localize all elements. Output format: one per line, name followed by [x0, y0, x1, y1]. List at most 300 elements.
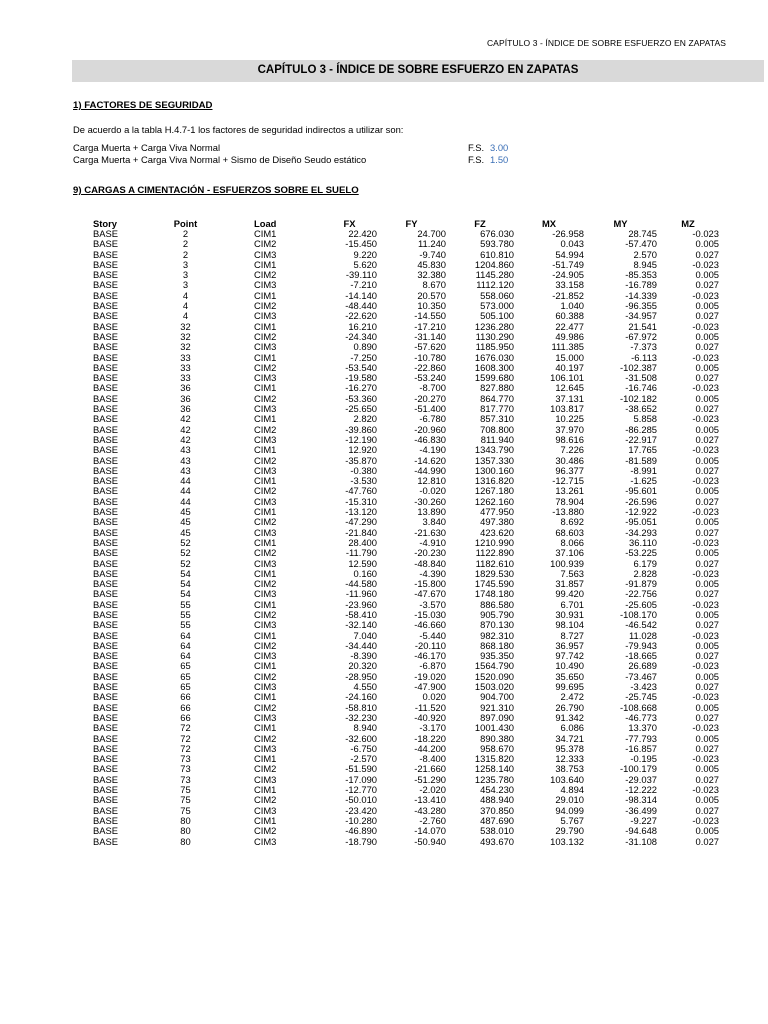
safety-factor-label: Carga Muerta + Carga Viva Normal — [73, 142, 221, 153]
cell-mz: 0.005 — [695, 392, 719, 404]
cell-story: BASE — [93, 629, 119, 641]
cell-fz: 493.670 — [480, 835, 514, 847]
cell-my: -85.353 — [625, 269, 657, 281]
table-row — [73, 579, 719, 589]
cell-load: CIM2 — [254, 330, 277, 342]
table-row — [73, 270, 719, 280]
cell-fy: -5.440 — [419, 629, 446, 641]
cell-mz: 0.005 — [695, 330, 719, 342]
cell-load: CIM1 — [254, 382, 277, 394]
table-row — [73, 322, 719, 332]
cell-story: BASE — [93, 392, 119, 404]
cell-story: BASE — [93, 825, 119, 837]
cell-point: 52 — [180, 547, 191, 559]
cell-my: -25.605 — [625, 598, 657, 610]
cell-fz: 1145.280 — [475, 269, 514, 281]
column-header-story: Story — [93, 218, 117, 229]
cell-mz: 0.027 — [695, 433, 719, 445]
cell-point: 42 — [180, 423, 191, 435]
cell-fx: 0.890 — [353, 341, 377, 353]
table-row — [73, 404, 719, 414]
cell-mx: 13.261 — [555, 485, 584, 497]
cell-my: -102.387 — [619, 361, 657, 373]
cell-story: BASE — [93, 732, 119, 744]
cell-fz: 1503.020 — [474, 681, 514, 693]
cell-point: 64 — [180, 639, 191, 651]
cell-fz: 1185.950 — [475, 341, 514, 353]
cell-fy: -20.960 — [414, 423, 446, 435]
table-row — [73, 239, 719, 249]
cell-mx: 54.994 — [555, 248, 584, 260]
cell-fz: 817.770 — [480, 403, 514, 415]
cell-my: -31.108 — [625, 835, 657, 847]
cell-story: BASE — [93, 608, 119, 620]
cell-point: 80 — [180, 814, 191, 826]
cell-fz: 573.000 — [480, 300, 514, 312]
cell-my: -36.499 — [625, 804, 657, 816]
cell-fx: -47.290 — [345, 516, 377, 528]
cell-my: -6.113 — [631, 351, 657, 363]
cell-mx: 100.939 — [550, 557, 584, 569]
cell-point: 73 — [180, 753, 191, 765]
cell-point: 65 — [180, 660, 191, 672]
cell-my: -53.225 — [625, 547, 657, 559]
cell-story: BASE — [93, 660, 119, 672]
cell-fz: 1112.120 — [476, 279, 514, 291]
cell-fz: 1182.610 — [475, 557, 514, 569]
cell-my: -1.625 — [630, 475, 657, 487]
cell-fz: 505.100 — [480, 310, 514, 322]
cell-story: BASE — [93, 238, 119, 250]
column-header-fx: FX — [343, 218, 356, 229]
cell-story: BASE — [93, 413, 119, 425]
cell-fx: 2.820 — [353, 413, 377, 425]
cell-load: CIM2 — [254, 825, 277, 837]
table-row — [73, 785, 719, 795]
cell-my: -16.789 — [625, 279, 657, 291]
cell-story: BASE — [93, 567, 119, 579]
cell-point: 36 — [180, 392, 191, 404]
cell-my: -34.293 — [625, 526, 657, 538]
cell-load: CIM1 — [254, 258, 277, 270]
cell-mx: 10.225 — [555, 413, 584, 425]
cell-load: CIM1 — [254, 536, 277, 548]
cell-my: -100.179 — [619, 763, 657, 775]
cell-load: CIM1 — [254, 228, 277, 239]
cell-fx: -21.840 — [345, 526, 377, 538]
cell-mz: -0.023 — [692, 413, 719, 425]
cell-point: 65 — [180, 670, 191, 682]
cell-fy: 10.350 — [417, 300, 446, 312]
cell-mx: 94.099 — [555, 804, 584, 816]
cell-fz: 708.800 — [480, 423, 514, 435]
cell-fz: 886.580 — [480, 598, 514, 610]
cell-fz: 935.350 — [480, 650, 514, 662]
safety-factors-intro: De acuerdo a la tabla H.4.7-1 los factores de seguridad indirectos a utilizar son: — [73, 124, 404, 135]
cell-mx: 30.486 — [555, 454, 584, 466]
cell-mz: 0.027 — [695, 835, 719, 847]
cell-mx: 8.692 — [560, 516, 584, 528]
cell-load: CIM3 — [254, 464, 277, 476]
table-row — [73, 363, 719, 373]
cell-mx: -21.852 — [552, 289, 584, 301]
cell-point: 72 — [180, 722, 191, 734]
cell-mx: 68.603 — [555, 526, 584, 538]
table-row — [73, 775, 719, 785]
table-row — [73, 744, 719, 754]
table-row — [73, 631, 719, 641]
cell-mx: -24.905 — [552, 269, 584, 281]
cell-mz: -0.023 — [692, 567, 719, 579]
cell-load: CIM1 — [254, 289, 277, 301]
cell-story: BASE — [93, 403, 119, 415]
cell-story: BASE — [93, 310, 119, 322]
cell-my: -102.182 — [619, 392, 657, 404]
cell-story: BASE — [93, 753, 119, 765]
cell-load: CIM1 — [254, 475, 277, 487]
cell-story: BASE — [93, 289, 119, 301]
cell-mz: 0.027 — [695, 804, 719, 816]
cell-story: BASE — [93, 814, 119, 826]
cell-load: CIM1 — [254, 691, 277, 703]
column-header-mx: MX — [541, 218, 557, 229]
cell-point: 2 — [182, 238, 189, 250]
cell-fy: -46.830 — [414, 433, 446, 445]
cell-fy: 0.020 — [422, 691, 446, 703]
cell-fx: -51.590 — [345, 763, 377, 775]
cell-fz: 1235.780 — [474, 773, 514, 785]
cell-fz: 423.620 — [480, 526, 514, 538]
table-row — [73, 548, 719, 558]
cell-mx: 4.894 — [560, 784, 584, 796]
cell-fy: -47.900 — [414, 681, 446, 693]
cell-story: BASE — [93, 835, 119, 847]
cell-mz: 0.005 — [695, 269, 719, 281]
cell-point: 52 — [180, 557, 191, 569]
cell-point: 4 — [182, 289, 189, 301]
cell-fz: 1210.990 — [474, 536, 514, 548]
cell-fy: -15.030 — [414, 608, 446, 620]
cell-mz: -0.023 — [692, 475, 719, 487]
cell-fy: -30.260 — [414, 495, 446, 507]
cell-fy: 24.700 — [417, 228, 446, 239]
cell-mz: -0.023 — [692, 722, 719, 734]
cell-load: CIM2 — [254, 269, 277, 281]
column-header-point: Point — [173, 218, 198, 229]
cell-point: 32 — [180, 341, 191, 353]
cell-point: 64 — [180, 650, 191, 662]
cell-mz: -0.023 — [692, 351, 719, 363]
cell-my: -86.285 — [625, 423, 657, 435]
cell-load: CIM1 — [254, 598, 277, 610]
cell-fz: 1357.330 — [474, 454, 514, 466]
cell-fx: -23.960 — [345, 598, 377, 610]
cell-fx: -16.270 — [345, 382, 377, 394]
cell-point: 72 — [180, 742, 191, 754]
cell-point: 3 — [182, 269, 189, 281]
cell-load: CIM1 — [254, 814, 277, 826]
table-row — [73, 229, 719, 239]
cell-point: 80 — [180, 835, 191, 847]
table-row — [73, 703, 719, 713]
cell-mx: 29.010 — [555, 794, 584, 806]
cell-mz: -0.023 — [692, 506, 719, 518]
cell-story: BASE — [93, 619, 119, 631]
cell-my: -38.652 — [625, 403, 657, 415]
cell-fx: 22.420 — [348, 228, 377, 239]
cell-fx: 28.400 — [348, 536, 377, 548]
cell-point: 45 — [180, 506, 191, 518]
table-row — [73, 301, 719, 311]
cell-point: 66 — [180, 691, 191, 703]
cell-mz: 0.027 — [695, 341, 719, 353]
cell-fz: 1122.890 — [475, 547, 514, 559]
cell-fz: 477.950 — [480, 506, 514, 518]
cell-my: -46.542 — [625, 619, 657, 631]
cell-point: 44 — [180, 475, 191, 487]
cell-fz: 1236.280 — [474, 320, 514, 332]
column-header-load: Load — [254, 218, 277, 229]
cell-mz: 0.027 — [695, 681, 719, 693]
cell-fz: 676.030 — [480, 228, 514, 239]
cell-mz: -0.023 — [692, 258, 719, 270]
cell-my: 2.828 — [633, 567, 657, 579]
safety-factor-value: 3.00 — [490, 142, 509, 153]
cell-point: 42 — [180, 413, 191, 425]
cell-mz: -0.023 — [692, 660, 719, 672]
table-header-row — [73, 218, 719, 229]
cell-fz: 487.690 — [480, 814, 514, 826]
column-header-mz: MZ — [681, 218, 695, 229]
cell-fy: -14.550 — [414, 310, 446, 322]
cell-my: -16.746 — [625, 382, 657, 394]
cell-fz: 864.770 — [480, 392, 514, 404]
cell-fy: 20.570 — [417, 289, 446, 301]
cell-mx: 38.753 — [555, 763, 584, 775]
cell-story: BASE — [93, 372, 119, 384]
cell-fy: -8.400 — [419, 753, 446, 765]
cell-mx: -51.749 — [552, 258, 584, 270]
table-row — [73, 311, 719, 321]
cell-fy: -31.140 — [414, 330, 446, 342]
cell-fx: 16.210 — [348, 320, 377, 332]
cell-point: 43 — [180, 454, 191, 466]
cell-fy: -50.940 — [414, 835, 446, 847]
cell-point: 33 — [180, 372, 191, 384]
cell-story: BASE — [93, 691, 119, 703]
safety-factor-label: Carga Muerta + Carga Viva Normal + Sismo de Diseño Seudo estático — [73, 154, 367, 165]
cell-mz: 0.027 — [695, 372, 719, 384]
cell-my: 36.110 — [629, 536, 657, 548]
cell-story: BASE — [93, 228, 119, 239]
cell-mz: 0.005 — [695, 763, 719, 775]
cell-fz: 1204.860 — [474, 258, 514, 270]
cell-point: 44 — [180, 485, 191, 497]
cell-fx: -19.580 — [345, 372, 377, 384]
table-row — [73, 682, 719, 692]
cell-mx: 98.104 — [555, 619, 584, 631]
table-row — [73, 425, 719, 435]
cell-my: -73.467 — [625, 670, 657, 682]
cell-story: BASE — [93, 516, 119, 528]
cell-fy: 3.840 — [422, 516, 446, 528]
cell-point: 4 — [182, 310, 189, 322]
cell-my: 11.028 — [629, 629, 657, 641]
cell-load: CIM3 — [254, 341, 277, 353]
table-row — [73, 528, 719, 538]
cell-fy: -10.780 — [414, 351, 446, 363]
table-row — [73, 806, 719, 816]
table-row — [73, 538, 719, 548]
cell-fy: -46.660 — [414, 619, 446, 631]
cell-fx: 12.590 — [348, 557, 377, 569]
cell-fy: -9.740 — [419, 248, 446, 260]
cell-load: CIM3 — [254, 711, 277, 723]
cell-fx: 8.940 — [353, 722, 377, 734]
table-row — [73, 723, 719, 733]
cell-mz: 0.005 — [695, 794, 719, 806]
cell-story: BASE — [93, 804, 119, 816]
cell-fx: 20.320 — [348, 660, 377, 672]
cell-story: BASE — [93, 711, 119, 723]
cell-load: CIM2 — [254, 485, 277, 497]
cell-mz: 0.027 — [695, 588, 719, 600]
cell-mx: 1.040 — [560, 300, 584, 312]
cell-load: CIM3 — [254, 588, 277, 600]
cell-mz: 0.005 — [695, 825, 719, 837]
cell-fy: -14.070 — [414, 825, 446, 837]
cell-my: -22.917 — [625, 433, 657, 445]
cell-fy: -44.990 — [414, 464, 446, 476]
table-row — [73, 394, 719, 404]
cell-fx: -32.140 — [345, 619, 377, 631]
cell-fy: -44.200 — [414, 742, 446, 754]
cell-load: CIM3 — [254, 804, 277, 816]
cell-load: CIM2 — [254, 238, 277, 250]
cell-mz: 0.005 — [695, 361, 719, 373]
cell-fy: -14.620 — [414, 454, 446, 466]
cell-point: 54 — [180, 578, 191, 590]
cell-mz: -0.023 — [692, 382, 719, 394]
cell-point: 55 — [180, 619, 191, 631]
cell-fz: 897.090 — [480, 711, 514, 723]
cell-fx: -47.760 — [345, 485, 377, 497]
safety-factor-prefix: F.S. — [468, 154, 485, 165]
cell-story: BASE — [93, 423, 119, 435]
cell-fz: 1001.430 — [474, 722, 514, 734]
cell-mz: -0.023 — [692, 536, 719, 548]
cell-fx: -2.570 — [350, 753, 377, 765]
cell-load: CIM3 — [254, 835, 277, 847]
cell-fz: 811.940 — [480, 433, 514, 445]
cell-fy: -20.110 — [414, 639, 446, 651]
cell-fx: -12.190 — [345, 433, 377, 445]
cell-fy: -20.270 — [414, 392, 446, 404]
cell-mz: 0.005 — [695, 516, 719, 528]
cell-load: CIM3 — [254, 433, 277, 445]
cell-load: CIM2 — [254, 701, 277, 713]
column-header-fz: FZ — [474, 218, 486, 229]
cell-fx: -48.440 — [345, 300, 377, 312]
cell-fy: -3.170 — [419, 722, 446, 734]
table-row — [73, 837, 719, 847]
cell-load: CIM2 — [254, 547, 277, 559]
cell-point: 32 — [180, 330, 191, 342]
cell-fz: 982.310 — [480, 629, 514, 641]
cell-my: -108.170 — [619, 608, 657, 620]
cell-my: -14.339 — [625, 289, 657, 301]
cell-load: CIM1 — [254, 629, 277, 641]
cell-my: -31.508 — [625, 372, 657, 384]
cell-my: -18.665 — [625, 650, 657, 662]
cell-mz: 0.027 — [695, 310, 719, 322]
cell-my: -16.857 — [625, 742, 657, 754]
cell-story: BASE — [93, 650, 119, 662]
running-header: CAPÍTULO 3 - ÍNDICE DE SOBRE ESFUERZO EN ZAPATAS — [486, 38, 726, 48]
cell-story: BASE — [93, 279, 119, 291]
table-row — [73, 456, 719, 466]
cell-fz: 1520.090 — [474, 670, 514, 682]
cell-point: 54 — [180, 567, 191, 579]
cell-fy: -51.290 — [414, 773, 446, 785]
cell-fx: -50.010 — [345, 794, 377, 806]
cell-load: CIM2 — [254, 794, 277, 806]
cell-mz: 0.005 — [695, 454, 719, 466]
cell-fy: -53.240 — [414, 372, 446, 384]
cell-my: -94.648 — [625, 825, 657, 837]
cell-fz: 868.180 — [480, 639, 514, 651]
cell-fy: -22.860 — [414, 361, 446, 373]
cell-mz: 0.005 — [695, 732, 719, 744]
cell-load: CIM1 — [254, 722, 277, 734]
cell-my: 21.541 — [628, 320, 657, 332]
cell-fz: 870.130 — [480, 619, 514, 631]
cell-point: 45 — [180, 526, 191, 538]
cell-story: BASE — [93, 784, 119, 796]
cell-my: 13.370 — [628, 722, 657, 734]
cell-mx: 91.342 — [555, 711, 584, 723]
cell-mz: 0.027 — [695, 526, 719, 538]
cell-fx: -15.310 — [345, 495, 377, 507]
table-row — [73, 816, 719, 826]
cell-mx: 0.043 — [560, 238, 584, 250]
cell-mx: 12.645 — [555, 382, 584, 394]
cell-mz: 0.027 — [695, 403, 719, 415]
cell-fz: 1258.140 — [474, 763, 514, 775]
table-row — [73, 250, 719, 260]
cell-mz: 0.005 — [695, 670, 719, 682]
table-row — [73, 435, 719, 445]
cell-mx: 106.101 — [550, 372, 584, 384]
cell-story: BASE — [93, 536, 119, 548]
cell-mx: 95.378 — [555, 742, 584, 754]
cell-fx: -12.770 — [345, 784, 377, 796]
column-header-fy: FY — [405, 218, 418, 229]
cell-fx: 0.160 — [353, 567, 377, 579]
cell-mz: 0.005 — [695, 300, 719, 312]
cell-point: 52 — [180, 536, 191, 548]
cell-mx: 2.472 — [560, 691, 584, 703]
cell-story: BASE — [93, 444, 119, 456]
cell-point: 55 — [180, 608, 191, 620]
cell-fx: 7.040 — [353, 629, 377, 641]
cell-load: CIM2 — [254, 516, 277, 528]
table-row — [73, 795, 719, 805]
cell-point: 80 — [180, 825, 191, 837]
cell-story: BASE — [93, 773, 119, 785]
cell-fx: -24.160 — [345, 691, 377, 703]
cell-my: -12.922 — [625, 506, 657, 518]
